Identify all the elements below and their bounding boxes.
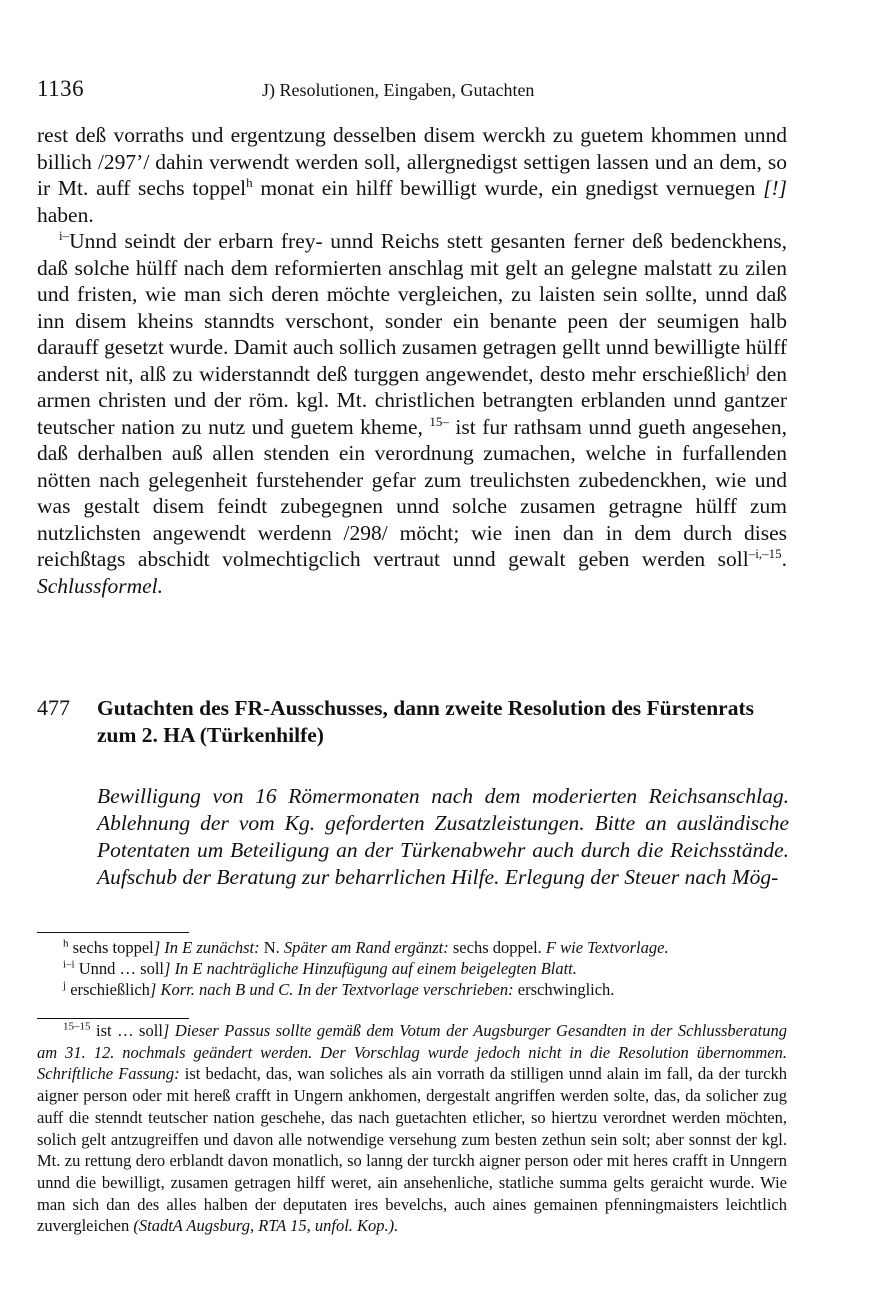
footnote-divider (37, 1018, 189, 1019)
text-run: Unnd seindt der erbarn frey- unnd Reichs stett gesanten ferner deß bedenckhens, daß solche hülff nach dem reformierten anschlag mit gelt an gelegne malstatt zu zilen und fristen, wie man sich deren möchte vergleichen, zu laisten sein sollte, unnd daß inn disem kheins stanndts verschont, sonder ein benante peen der seumigen halb darauff gesetzt wurde. Damit auch sollich zusamen getragen gellt unnd bewilligte hülff anderst nit, alß zu widerstanndt deß turggen angewendet, desto mehr erschießlich (37, 229, 787, 386)
footnote-h: $^h$ sechs toppel] In E zunächst: N. Später am Rand ergänzt: sechs doppel. F wie Textvorlage. (63, 937, 669, 957)
document-number: 477 (37, 695, 70, 720)
paragraph-1 (37, 122, 787, 228)
footnote-lemma: sechs toppel (68, 938, 154, 957)
footnote-lemma: ist … soll (90, 1021, 163, 1040)
footnote-mark: j (63, 979, 67, 992)
letter-footnotes (37, 937, 787, 1000)
footnote-ref-i: i– (59, 227, 70, 243)
page-number: 1136 (37, 76, 85, 101)
text-run: monat ein hilff bewilligt wurde, ein gnedigst vernuegen (252, 176, 764, 200)
footnote-15: $^{15-15}$ ist … soll] Dieser Passus sollte gemäß dem Votum der Augsburger Gesandten in der Schlussberatung am 31. 12. nochmals geändert werden. Der Vorschlag wurde jedoch nicht in die Resolution übernommen. Schriftliche Fassung: ist bedacht, das, wan soliches als ain vorrath da stilligen unnd alain im fall, da der turckh aigner person oder mit hereß crafft in Ungern ankhomen, dergestalt angriffen werden solte, das, da solicher zug auff die stenndt teutscher nation geschehe, das nach guetachten etlicher, so hiertzu verordnet werden möchten, solich gelt antzugreiffen und davon alle notwendige versehung zum besten zethun sein solt; aber sonnst der kgl. Mt. zu rettung dero erblandt davon monatlich, so lanng der turckh aigner person oder mit heres crafft in Unngern unnd die bewilligt, zusamen getragen hilff weret, ain ansehenliche, statliche summa gelts geraicht wurde. Wie man sich dan des alles halben der deputaten ires bevelchs, auch aines gemainen pfenningmaisters leichtlich zuvergleichen (StadtA Augsburg, RTA 15, unfol. Kop.). (37, 1020, 787, 1236)
footnote-ref-h: h (246, 174, 253, 190)
source-citation: (StadtA Augsburg, RTA 15, unfol. Kop.). (133, 1216, 399, 1236)
text-run: rest deß vorraths und ergentzung desselben disem werckh zu guetem khommen unnd billich /297’/ dahin verwendt werden soll, allergnedigst settigen lassen und an dem, so ir Mt. auff sechs toppel (37, 123, 787, 200)
text-run: haben. (37, 202, 94, 227)
footnote-mark: i–i (63, 958, 75, 971)
closing-formula: Schlussformel. (37, 573, 164, 598)
footnote-ref-j: j (746, 360, 750, 376)
footnote-i: $^{i-i}$ Unnd … soll] In E nachträgliche Hinzufügung auf einem beigelegten Blatt. (63, 958, 577, 978)
footnote-ref-end: –i,–15 (748, 545, 782, 561)
footnote-mark: 15–15 (63, 1020, 91, 1033)
text-run: . (781, 547, 787, 571)
running-header (37, 76, 787, 106)
running-title: J) Resolutionen, Eingaben, Gutachten (262, 80, 535, 100)
document-title: Gutachten des FR-Ausschusses, dann zweite Resolution des Fürstenrats zum 2. HA (Türkenhilfe) (97, 696, 754, 747)
text-run: ist fur rathsam unnd gueth angesehen, daß derhalben auß allen stenden ein verordnung zumachen, welche in furfallenden nötten nach gelegenheit furstehender gefar zum treulichsten zubedenckhen, wie und was gestalt disem feindt zubegegnen unnd solche zusamen getragne hülff zum nutzlichsten angewendt werdenn /298/ möcht; wie inen dan in dem durch dises reichßtags abschidt volmechtigclich vertraut unnd gewalt geben werden soll (37, 414, 787, 571)
footnote-divider (37, 932, 189, 933)
footnote-lemma: Unnd … soll (74, 959, 165, 978)
paragraph-2 (37, 228, 787, 599)
footnote-ref-15: 15– (429, 413, 449, 429)
footnote-mark: h (63, 937, 69, 950)
document-heading (37, 695, 789, 891)
main-text (37, 122, 787, 599)
footnote-lemma: erschießlich (66, 980, 150, 999)
document-summary: Bewilligung von 16 Römermonaten nach dem moderierten Reichsanschlag. Ablehnung der vom Kg. geforderten Zusatzleistungen. Bitte an ausländische Potentaten um Beteiligung an der Türkenabwehr auch durch die Reichsstände. Aufschub der Beratung zur beharrlichen Hilfe. Erlegung der Steuer nach Mög- (97, 784, 789, 889)
text-run: den armen christen und der röm. kgl. Mt. christlichen betrangten erblanden unnd gantzer teutscher nation zu nutz und guetem kheme, (37, 361, 788, 439)
footnote-j: $^j$ erschießlich] Korr. nach B und C. In der Textvorlage verschrieben: erschwinglich. (63, 979, 615, 999)
editorial-mark: [!] (763, 176, 787, 200)
